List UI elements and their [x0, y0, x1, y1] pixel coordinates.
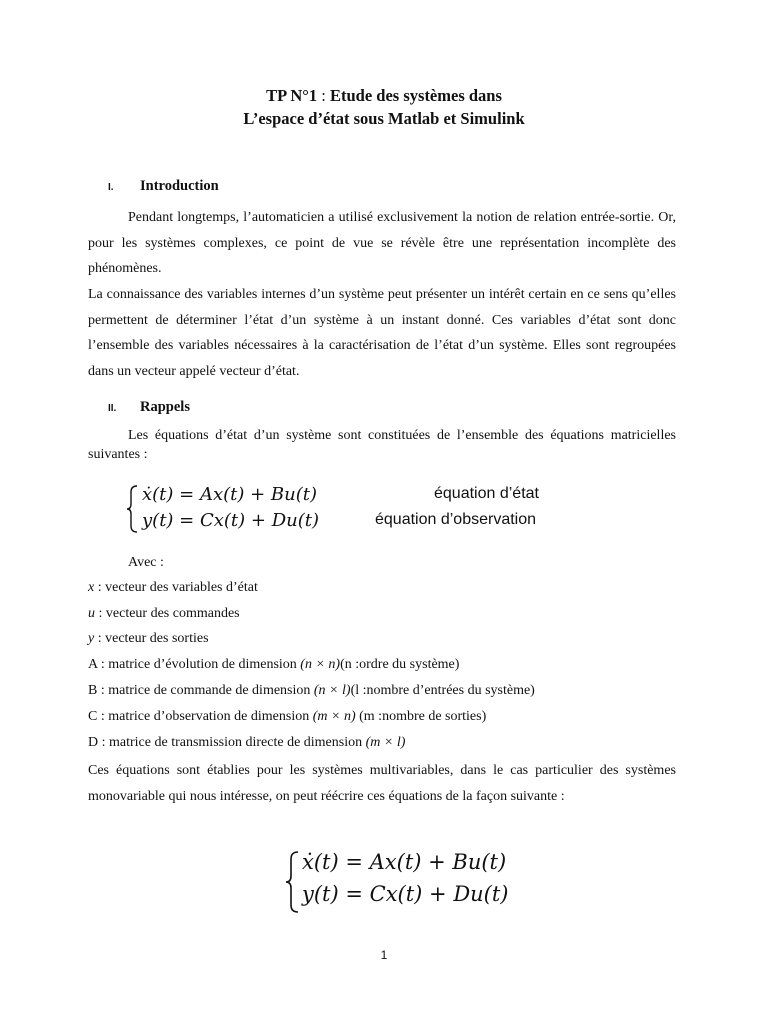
matrix-letter: C: [88, 709, 98, 724]
avec-label: Avec :: [128, 555, 164, 570]
matrix-letter: B: [88, 683, 98, 698]
page-number: 1: [380, 948, 388, 962]
left-brace: [285, 850, 301, 914]
rappels-paragraph-2: Ces équations sont établies pour les systèmes multivariables, dans le cas particulier des systèmes monovariable qui nous intéresse, on peut réécrire ces équations de la façon suivante :: [88, 763, 676, 804]
matrix-a-definition: [88, 657, 459, 673]
symbol: y: [88, 631, 95, 646]
intro-paragraph-1: Pendant longtemps, l’automaticien a utilisé exclusivement la notion de relation entrée-sortie. Or, pour les systèmes complexes, ce point de vue se révèle être une représentation incomplète des phénomènes.: [88, 210, 676, 276]
matrix-dimension: (n × n): [300, 657, 341, 672]
matrix-note: (m :nombre de sorties): [355, 709, 487, 724]
matrix-dimension: (m × n): [312, 709, 356, 724]
matrix-letter: D: [88, 735, 99, 750]
definition-x: [88, 580, 258, 596]
matrix-note: (l :nombre d’entrées du système): [350, 683, 535, 698]
symbol: x: [88, 580, 95, 595]
section-number: II.: [108, 403, 117, 414]
title-line-2: L’espace d’état sous Matlab et Simulink: [243, 109, 525, 128]
section-heading-introduction: [108, 178, 219, 195]
section-title: Rappels: [140, 399, 190, 415]
matrix-text: : matrice de commande de dimension: [97, 683, 314, 698]
matrix-text: : matrice de transmission directe de dimension: [98, 735, 366, 750]
title-subject: Etude des systèmes dans: [330, 86, 502, 105]
matrix-text: : matrice d’évolution de dimension: [97, 657, 301, 672]
symbol: u: [88, 606, 95, 621]
matrix-b-definition: [88, 683, 535, 699]
matrix-note: (n :ordre du système): [340, 657, 460, 672]
matrix-c-definition: [88, 709, 486, 725]
state-equation: ẋ(t) = Ax(t) + Bu(t): [142, 484, 318, 505]
section-heading-rappels: [108, 399, 190, 416]
title-separator: :: [317, 86, 330, 105]
siso-observation-equation: y(t) = Cx(t) + Du(t): [302, 882, 509, 906]
section-title: Introduction: [140, 178, 219, 194]
title-tp-number: TP N°1: [266, 86, 318, 105]
matrix-d-definition: [88, 735, 405, 751]
title-line-1: [0, 86, 768, 106]
definition-u: [88, 606, 240, 622]
matrix-dimension: (n × l): [313, 683, 351, 698]
observation-equation-label: équation d’observation: [375, 511, 537, 528]
rappels-paragraph-1: Les équations d’état d’un système sont constituées de l’ensemble des équations matricielles suivantes :: [88, 428, 676, 462]
definition-text: : vecteur des sorties: [94, 631, 209, 646]
definition-y: [88, 631, 209, 647]
matrix-dimension: (m × l): [365, 735, 406, 750]
siso-state-equation: ẋ(t) = Ax(t) + Bu(t): [302, 850, 507, 874]
matrix-letter: A: [88, 657, 98, 672]
left-brace: [126, 484, 140, 534]
observation-equation: y(t) = Cx(t) + Du(t): [142, 510, 320, 531]
definition-text: : vecteur des commandes: [95, 606, 240, 621]
section-number: I.: [108, 182, 114, 193]
intro-paragraph-2: La connaissance des variables internes d’un système peut présenter un intérêt certain en ce sens qu’elles permettent de déterminer l’état d’un système à un instant donné. Ces variables d’état sont donc l’ensemble des variables nécessaires à la caractérisation de l’état d’un système. Elles sont regroupées dans un vecteur appelé vecteur d’état.: [88, 287, 676, 379]
matrix-text: : matrice d’observation de dimension: [97, 709, 313, 724]
state-equation-label: équation d’état: [434, 485, 539, 502]
definition-text: : vecteur des variables d’état: [94, 580, 258, 595]
